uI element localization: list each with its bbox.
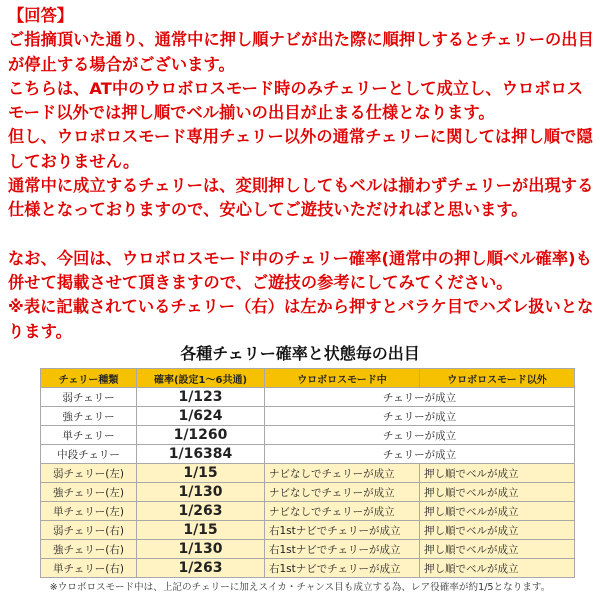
cell-cherry-type: 強チェリー(左) [41, 483, 137, 502]
cell-probability: 1/1260 [137, 426, 265, 445]
answer-paragraph-3: 但し、ウロボロスモード専用チェリー以外の通常チェリーに関しては押し順で隠しておりません。 [8, 127, 593, 171]
cell-other-result: 押し順でベルが成立 [420, 502, 575, 521]
cell-cherry-type: 強チェリー [41, 407, 137, 426]
paragraph-spacer [8, 223, 596, 247]
cell-cherry-type: 弱チェリー(左) [41, 464, 137, 483]
table-row [41, 407, 575, 426]
answer-paragraph-6: ※表に記載されているチェリー（右）は左から押すとバラケ目でハズレ扱いとなります。 [8, 297, 594, 341]
answer-heading: 【回答】 [8, 6, 74, 25]
header-probability: 確率(設定1〜6共通) [137, 369, 265, 388]
header-cherry-type: チェリー種類 [41, 369, 137, 388]
answer-paragraph-4: 通常中に成立するチェリーは、変則押ししてもベルは揃わずチェリーが出現する仕様となっておりますので、安心してご遊技いただければと思います。 [8, 176, 594, 220]
header-uroboros-mode: ウロボロスモード中 [265, 369, 420, 388]
table-row [41, 540, 575, 559]
table-footnote: ※ウロボロスモード中は、上記のチェリーに加えスイカ・チャンス目も成立する為、レア役確率が約1/5となります。 [49, 582, 551, 593]
cell-uroboros-result: 右1stナビでチェリーが成立 [265, 521, 420, 540]
cell-cherry-type: 単チェリー [41, 426, 137, 445]
cell-uroboros-result: ナビなしでチェリーが成立 [265, 483, 420, 502]
table-header-row [41, 369, 575, 388]
cell-probability: 1/15 [137, 521, 265, 540]
cell-uroboros-result: 右1stナビでチェリーが成立 [265, 559, 420, 578]
table-row [41, 426, 575, 445]
table-row [41, 521, 575, 540]
cell-other-result: 押し順でベルが成立 [420, 483, 575, 502]
cell-result: チェリーが成立 [265, 426, 575, 445]
cell-cherry-type: 中段チェリー [41, 445, 137, 464]
table-row [41, 502, 575, 521]
cell-result: チェリーが成立 [265, 388, 575, 407]
cell-uroboros-result: ナビなしでチェリーが成立 [265, 464, 420, 483]
answer-paragraph-5: なお、今回は、ウロボロスモード中のチェリー確率(通常中の押し順ベル確率)も併せて掲載させて頂きますので、ご遊技の参考にしてみてください。 [8, 248, 592, 292]
cell-cherry-type: 強チェリー(右) [41, 540, 137, 559]
table-row [41, 464, 575, 483]
cell-other-result: 押し順でベルが成立 [420, 521, 575, 540]
cell-result: チェリーが成立 [265, 445, 575, 464]
cell-result: チェリーが成立 [265, 407, 575, 426]
cell-other-result: 押し順でベルが成立 [420, 464, 575, 483]
cell-cherry-type: 弱チェリー [41, 388, 137, 407]
answer-text-block [8, 4, 596, 344]
header-other-mode: ウロボロスモード以外 [420, 369, 575, 388]
cell-probability: 1/16384 [137, 445, 265, 464]
table-row [41, 559, 575, 578]
table-row [41, 445, 575, 464]
cell-cherry-type: 弱チェリー(右) [41, 521, 137, 540]
cell-probability: 1/130 [137, 483, 265, 502]
cell-probability: 1/263 [137, 502, 265, 521]
cell-probability: 1/15 [137, 464, 265, 483]
answer-paragraph-1: ご指摘頂いた通り、通常中に押し順ナビが出た際に順押しするとチェリーの出目が停止する場合がございます。 [8, 30, 594, 74]
cell-probability: 1/624 [137, 407, 265, 426]
cell-uroboros-result: ナビなしでチェリーが成立 [265, 502, 420, 521]
cell-cherry-type: 単チェリー(右) [41, 559, 137, 578]
cell-other-result: 押し順でベルが成立 [420, 559, 575, 578]
table-row [41, 388, 575, 407]
cell-cherry-type: 単チェリー(左) [41, 502, 137, 521]
table-row [41, 483, 575, 502]
cell-probability: 1/263 [137, 559, 265, 578]
answer-paragraph-2: こちらは、AT中のウロボロスモード時のみチェリーとして成立し、ウロボロスモード以外では押し順でベル揃いの出目が止まる仕様となります。 [8, 78, 584, 123]
cell-uroboros-result: 右1stナビでチェリーが成立 [265, 540, 420, 559]
cell-probability: 1/123 [137, 388, 265, 407]
cherry-probability-table [40, 368, 575, 578]
cell-probability: 1/130 [137, 540, 265, 559]
cell-other-result: 押し順でベルが成立 [420, 540, 575, 559]
table-title: 各種チェリー確率と状態毎の出目 [180, 344, 420, 363]
